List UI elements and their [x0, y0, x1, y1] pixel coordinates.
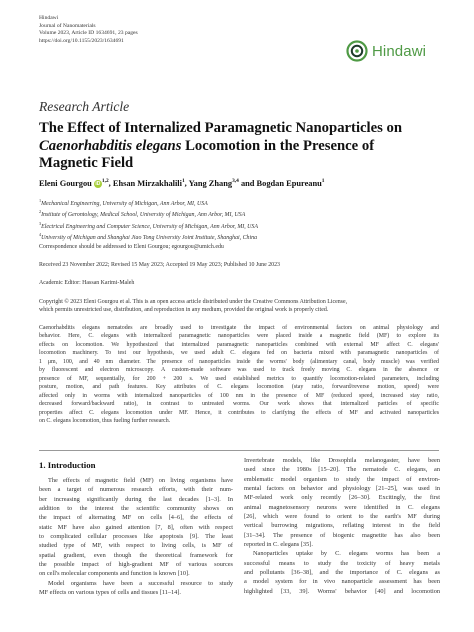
affiliations	[39, 197, 258, 243]
author-name[interactable]: Eleni Gourgou	[39, 178, 92, 188]
abstract-line: locomotion machinery. To test our hypothesis, we used adult C. elegans fed on bacteria mixed with paramagnetic nanoparticles of	[39, 350, 439, 357]
affiliation-number: 2	[39, 209, 42, 215]
journal-name: Journal of Nanomaterials	[39, 22, 96, 29]
title-line-2: Locomotion in the Presence of	[181, 137, 375, 154]
body-text-line: [31–34]. The presence of biogenic magnetite has also been	[244, 531, 440, 539]
abstract-line: on C. elegans locomotion, thus fueling further research.	[39, 417, 171, 424]
body-text-line: studied type of MF, with respect to living cells, is MF of	[39, 542, 233, 550]
body-text-line: ber increasing significantly during the last decades [1–3]. In	[39, 495, 233, 503]
body-text-line: MF-related work only recently [26–30]. Excitingly, the first	[244, 494, 440, 502]
abstract	[39, 324, 439, 425]
body-text-line: highlighted [33, 39]. Worms' behavior [40] and locomotion	[244, 587, 440, 595]
abstract-line: by fluorescent and electron microscopy. A custom-made software was used to track freely moving C. elegans in the absence or	[39, 367, 439, 374]
body-text-line: The effects of magnetic field (MF) on living organisms have	[48, 477, 233, 484]
hindawi-logo-icon	[346, 40, 368, 62]
author-list	[39, 178, 325, 188]
affiliation	[39, 208, 258, 219]
abstract-line: presence of MF, sequentially, for 200 + 200 s. We used established metrics to quantify locomotion-related parameters, including	[39, 375, 439, 382]
title-line-3: Magnetic Field	[39, 155, 134, 172]
doi-link[interactable]: https://doi.org/10.1155/2023/1634691	[39, 37, 124, 44]
article-type: Research Article	[39, 99, 130, 114]
body-text-line: mental factors on behavior and physiology [21–25], was used in	[244, 485, 440, 493]
body-text-line: Model organisms have been a successful resource to study	[48, 579, 233, 587]
author-name[interactable]: Ehsan Mirzakhalili	[112, 178, 182, 188]
body-text-line: on cell's molecular components and function is known [10].	[39, 570, 190, 578]
affiliation-text: University of Michigan and Shanghai Jiao Tong University Joint Institute, Shanghai, China	[41, 235, 258, 242]
correspondence: Correspondence should be addressed to Eleni Gourgou; egourgou@umich.edu	[39, 244, 224, 250]
author-affil-ref: 1	[321, 178, 325, 184]
right-column-text	[244, 456, 440, 596]
body-text-line: MF effects on various types of cells and tissues [11–14].	[39, 589, 182, 597]
author-separator: and	[238, 178, 257, 188]
affiliation-number: 1	[39, 198, 42, 203]
body-text-line: [26], which were found to orient to the earth's MF during	[244, 513, 440, 521]
abstract-line: behavior. Here, C. elegans with internalized paramagnetic nanoparticles were placed inside a magnetic field (MF) to explore its	[39, 333, 439, 340]
body-text-line: successful means to study the toxicity of heavy metals	[244, 559, 440, 567]
body-text-line: to complicated cellular processes like apoptosis [9]. The least	[39, 533, 233, 541]
affiliation-number: 4	[39, 232, 42, 238]
body-text-line: the impact of alternating MF on cells [4–6], the effects of	[39, 514, 233, 522]
body-text-line: reported in C. elegans [35].	[244, 541, 313, 549]
publication-dates: Received 23 November 2022; Revised 15 May 2023; Accepted 19 May 2023; Published 10 June 2023	[39, 262, 280, 268]
copyright-line: Copyright © 2023 Eleni Gourgou et al. This is an open access article distributed under the Creative Commons Attribution License,	[39, 299, 348, 305]
abstract-line: Caenorhabditis elegans nematodes are broadly used to investigate the impact of environmental factors on animal physiology and	[39, 325, 439, 331]
left-column-text	[39, 476, 233, 597]
author-name[interactable]: Yang Zhang	[188, 178, 233, 188]
abstract-line: properties affect C. elegans locomotion under MF. Hence, it contributes to clarifying the effects of MF and activated nanoparticles	[39, 409, 439, 416]
academic-editor: Academic Editor: Hassan Karimi-Maleh	[39, 280, 135, 286]
section-divider	[39, 450, 439, 451]
title-line-1: The Effect of Internalized Paramagnetic Nanoparticles on	[39, 120, 403, 136]
journal-header	[39, 15, 138, 45]
section-heading: 1. Introduction	[39, 460, 96, 470]
body-text-line: vertical burrowing migrations, reflating interest in the field	[244, 522, 440, 530]
hindawi-logo[interactable]	[346, 40, 426, 62]
body-text-line: static MF have also gained attention [7, 8], often with respect	[39, 523, 233, 531]
body-text-line: used since the 1980s [15–20]. The nematode C. elegans, an	[244, 466, 440, 474]
author-name[interactable]: Bogdan Epureanu	[256, 178, 322, 188]
body-text-line: a model system for in vivo nanoparticle assessment has been	[244, 578, 440, 586]
article-title	[39, 120, 449, 173]
abstract-line: 1 μm, 100, and 40 nm diameter. The presence of nanoparticles inside the worms' body (alimentary canal, body muscle) was verified	[39, 358, 439, 365]
affiliation-text: Mechanical Engineering, University of Michigan, Ann Arbor, MI, USA	[41, 200, 208, 207]
copyright-line: which permits unrestricted use, distribution, and reproduction in any medium, provided the original work is properly cited.	[39, 307, 329, 314]
affiliation	[39, 197, 258, 208]
author-affil-ref: 1,2	[101, 178, 109, 184]
body-text-line: addition to the interest the scientific community shows on	[39, 505, 233, 513]
author-affil-ref: 1	[181, 178, 185, 184]
body-text-line: Nanoparticles uptake by C. elegans worms has been a	[253, 550, 440, 558]
body-text-line: animal magnetosensory neurons were identified in C. elegans	[244, 503, 440, 511]
publisher-name: Hindawi	[39, 15, 59, 21]
affiliation-number: 3	[39, 220, 42, 226]
abstract-line: decreased forward/backward ratio), in contrast to untreated worms. Our work shows that internalized particles of specific	[39, 401, 439, 408]
affiliation-text: Institute of Gerontology, Medical School, University of Michigan, Ann Arbor, MI, USA	[41, 212, 246, 219]
orcid-icon[interactable]: iD	[95, 180, 101, 187]
affiliation	[39, 231, 258, 242]
abstract-line: affected only in worms with internalized nanoparticles of 100 nm in the presence of MF (reduced speed, increased stay ratio,	[39, 392, 439, 399]
abstract-line: effects on locomotion. We hypothesized that internalized paramagnetic nanoparticles combined with external MF affect C. elegans'	[39, 341, 439, 348]
volume-line: Volume 2023, Article ID 1634691, 23 pages	[39, 30, 138, 37]
body-text-line: the possible impact of high-gradient MF of various sources	[39, 561, 233, 569]
affiliation-text: Electrical Engineering and Computer Science, University of Michigan, Ann Arbor, MI, USA	[41, 223, 258, 230]
abstract-line: posture, motion, and path features. Key attributes of C. elegans locomotion (stay ratio, forward/reverse motion, speed) were	[39, 384, 439, 391]
logo-text: Hindawi	[372, 42, 427, 60]
title-species: Caenorhabditis elegans	[39, 137, 182, 154]
author-separator: ,	[184, 178, 189, 188]
body-text-line: and pollutants [36–38], and the importance of C. elegans as	[244, 569, 440, 577]
affiliation	[39, 220, 258, 231]
body-text-line: Invertebrate models, like Drosophila melanogaster, have been	[244, 457, 440, 464]
copyright-notice	[39, 298, 439, 315]
author-affil-ref: 3,4	[232, 178, 239, 184]
author-separator: ,	[108, 178, 113, 188]
body-text-line: spatial gradient, even though the theoretical framework for	[39, 551, 233, 559]
body-text-line: emblematic model organism to study the impact of environ-	[244, 475, 440, 483]
body-text-line: been a target of numerous research efforts, with their num-	[39, 486, 233, 494]
